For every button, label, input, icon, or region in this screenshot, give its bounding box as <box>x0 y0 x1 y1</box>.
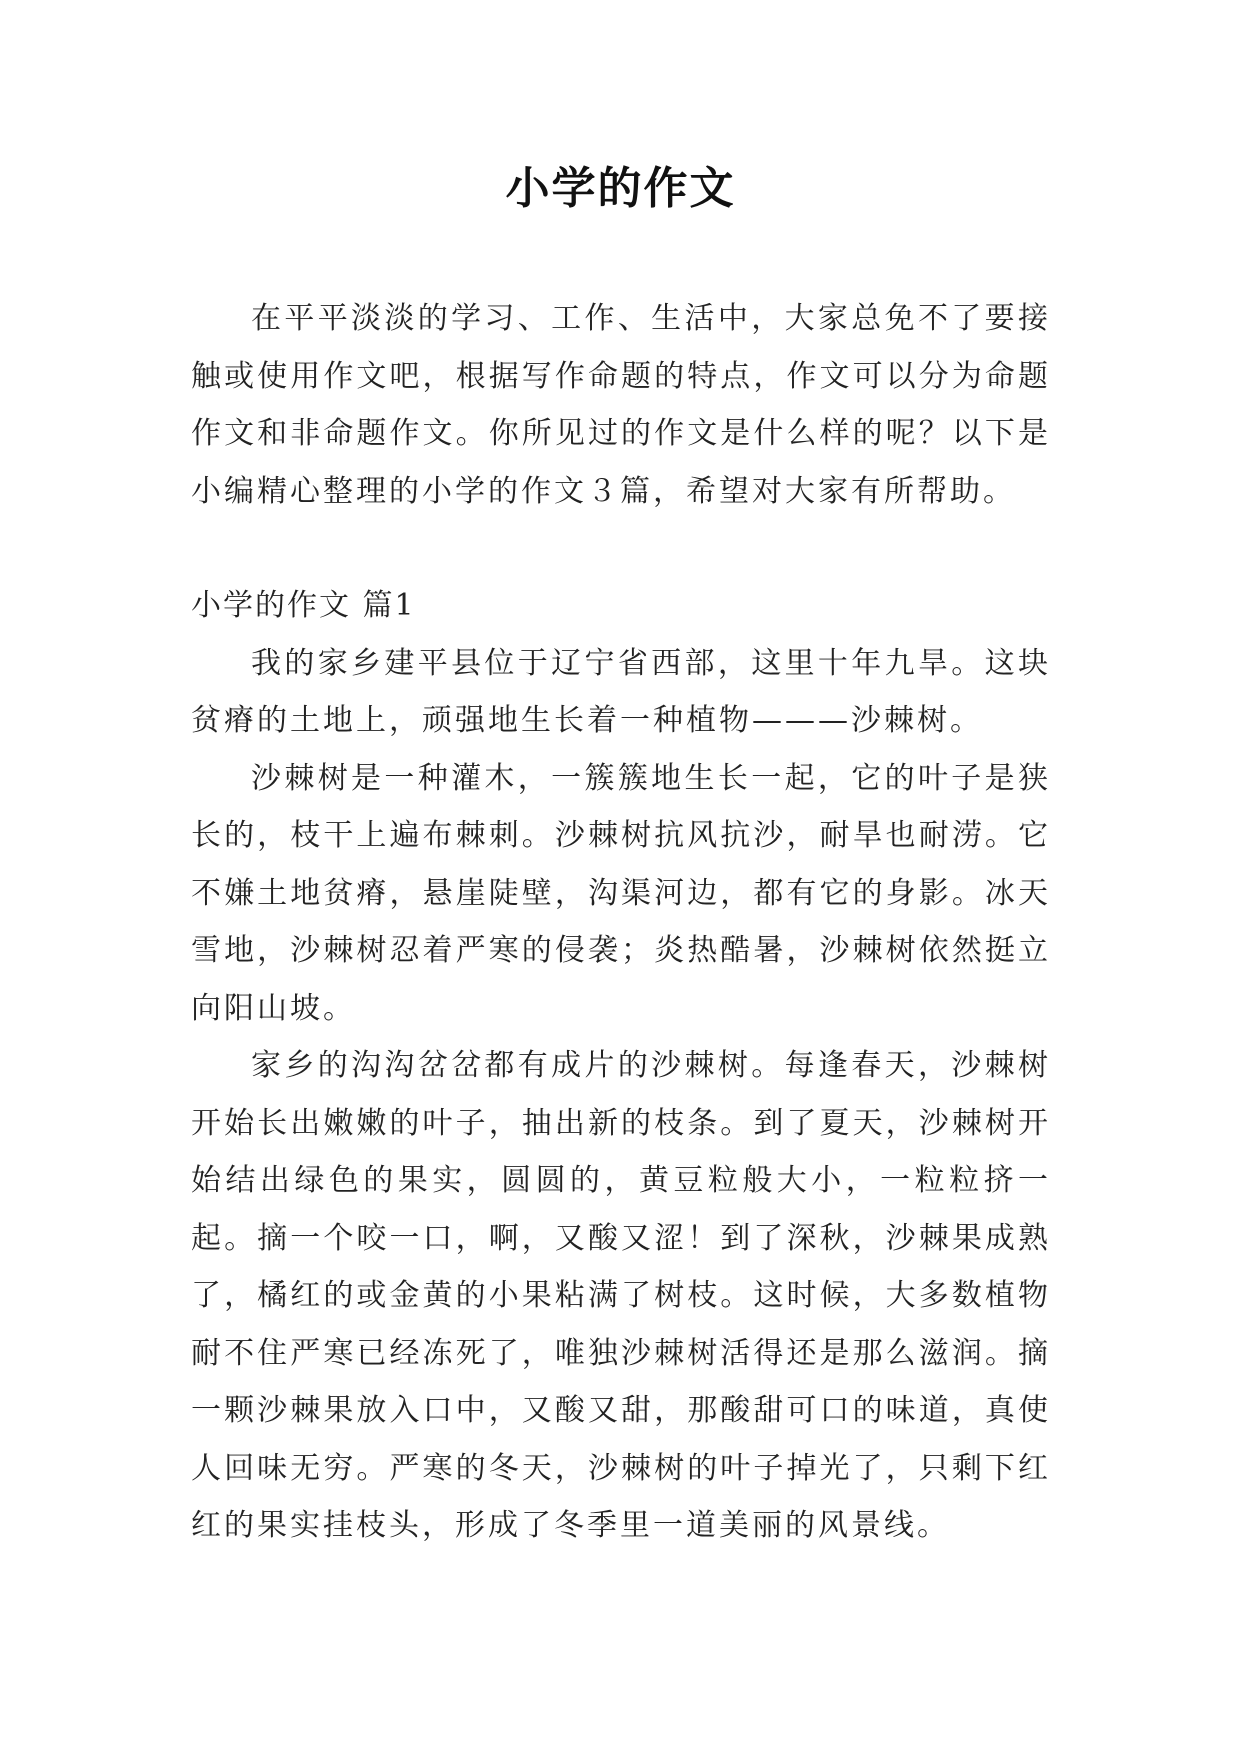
section-title: 小学的作文 篇1 <box>191 588 416 623</box>
document-title: 小学的作文 <box>505 163 736 214</box>
body-paragraph: 我的家乡建平县位于辽宁省西部，这里十年九旱。这块贫瘠的土地上，顽强地生长着一种植物———沙棘树。 <box>191 645 1051 738</box>
document-body <box>191 290 1051 1555</box>
body-paragraph: 家乡的沟沟岔岔都有成片的沙棘树。每逢春天，沙棘树开始长出嫩嫩的叶子，抽出新的枝条。到了夏天，沙棘树开始结出绿色的果实，圆圆的，黄豆粒般大小，一粒粒挤一起。摘一个咬一口，啊，又酸又涩！到了深秋，沙棘果成熟了，橘红的或金黄的小果粘满了树枝。这时候，大多数植物耐不住严寒已经冻死了，唯独沙棘树活得还是那么滋润。摘一颗沙棘果放入口中，又酸又甜，那酸甜可口的味道，真使人回味无穷。严寒的冬天，沙棘树的叶子掉光了，只剩下红红的果实挂枝头，形成了冬季里一道美丽的风景线。 <box>191 1048 1051 1543</box>
body-paragraph: 沙棘树是一种灌木，一簇簇地生长一起，它的叶子是狭长的，枝干上遍布棘刺。沙棘树抗风抗沙，耐旱也耐涝。它不嫌土地贫瘠，悬崖陡壁，沟渠河边，都有它的身影。冰天雪地，沙棘树忍着严寒的侵袭；炎热酷暑，沙棘树依然挺立向阳山坡。 <box>191 760 1051 1026</box>
intro-paragraph: 在平平淡淡的学习、工作、生活中，大家总免不了要接触或使用作文吧，根据写作命题的特点，作文可以分为命题作文和非命题作文。你所见过的作文是什么样的呢？以下是小编精心整理的小学的作文３篇，希望对大家有所帮助。 <box>191 301 1051 509</box>
